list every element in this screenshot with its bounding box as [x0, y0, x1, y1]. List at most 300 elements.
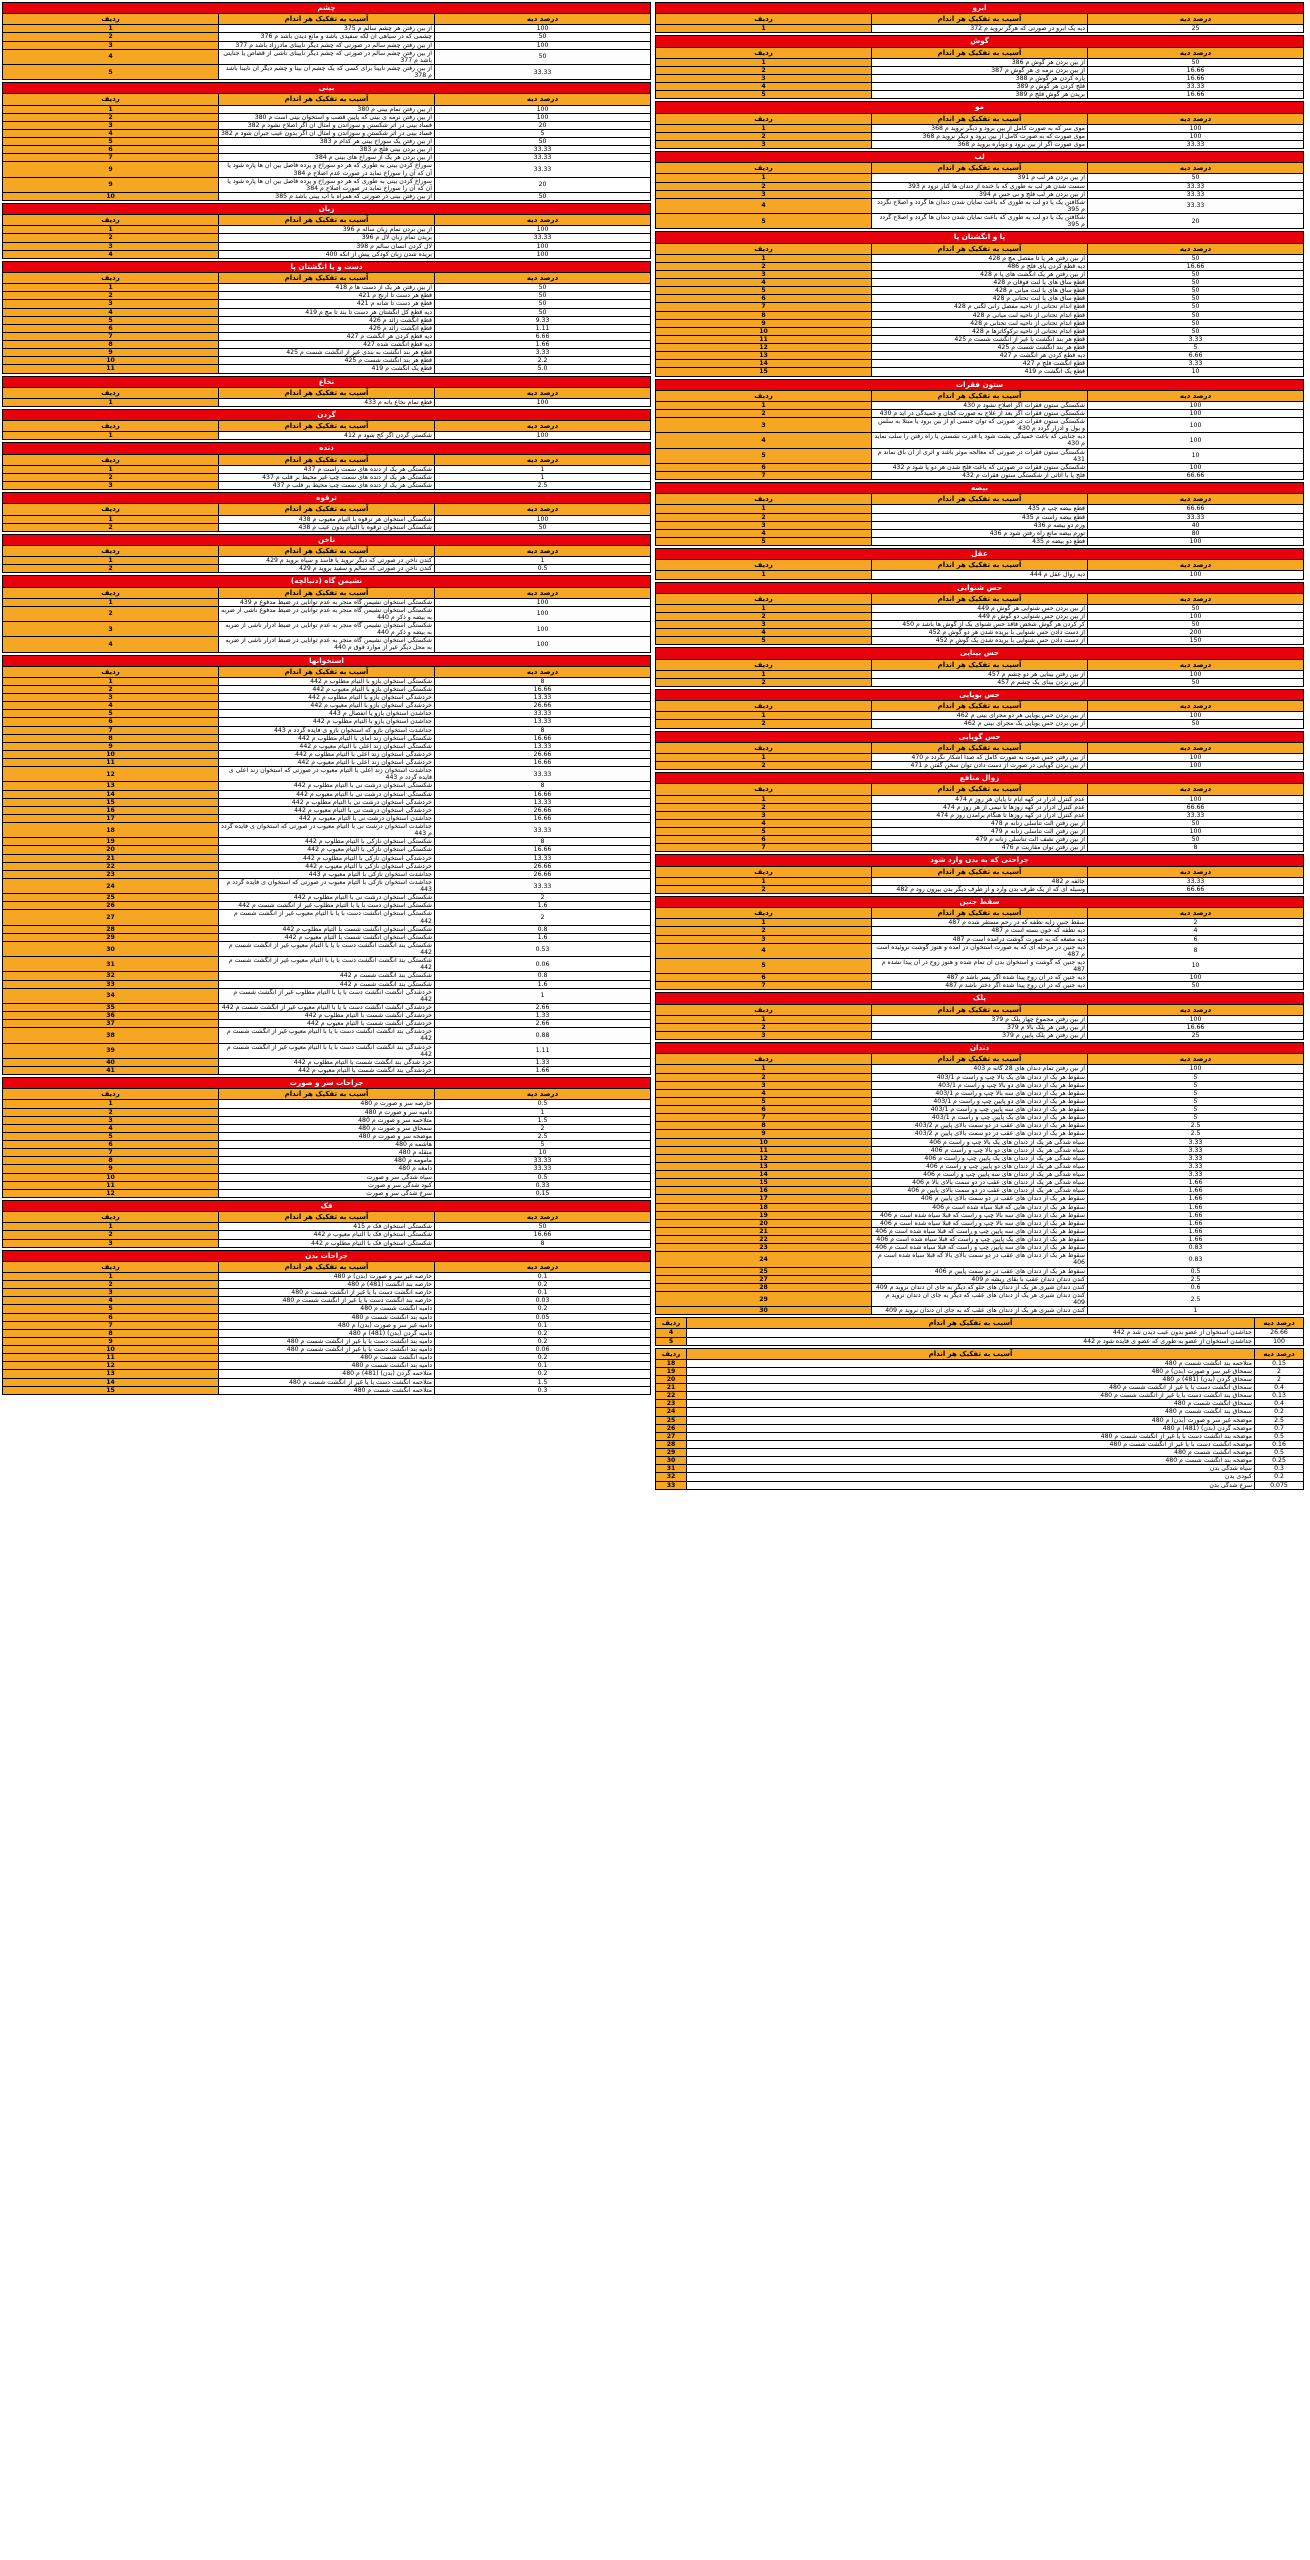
cell-description: از بین بردن حس بویایی یک مجرای بینی م 462 — [872, 720, 1088, 728]
header-title: آسیب به تفکیک هر اندام — [872, 494, 1088, 505]
cell-percent: 100 — [1088, 463, 1304, 471]
cell-row-number: 8 — [656, 311, 872, 319]
cell-description: شکستگی استخوان بازو با التیام معیوب م 442 — [219, 685, 435, 693]
header-percent: درصد دیه — [435, 273, 651, 284]
table-row — [3, 1003, 651, 1011]
cell-description: از بین رفتن هر چشم سالم م 375 — [219, 25, 435, 33]
cell-description: شکستگی بند انگشت انگشت دست با یا با التیام معیوب غیر از انگشت شست م 442 — [219, 941, 435, 956]
cell-description: خرد شدگی بند انگشت شست با التیام مطلوب م 442 — [219, 1058, 435, 1066]
cell-description: شکستگی استخوان نازکی با التیام معیوب م 442 — [219, 846, 435, 854]
cell-percent: 0.5 — [1255, 1449, 1304, 1457]
header-title: آسیب به تفکیک هر اندام — [687, 1318, 1255, 1329]
cell-row-number: 3 — [656, 621, 872, 629]
cell-row-number: 1 — [656, 919, 872, 927]
header-row-number: ردیف — [656, 701, 872, 712]
cell-percent: 100 — [1088, 712, 1304, 720]
cell-description: موضحه سر و صورت م 480 — [219, 1132, 435, 1140]
section-header-row — [3, 204, 651, 215]
table-row — [656, 1179, 1304, 1187]
cell-row-number: 1 — [3, 677, 219, 685]
cell-row-number: 11 — [3, 759, 219, 767]
section-table — [2, 534, 651, 574]
table-row — [3, 637, 651, 652]
cell-percent: 100 — [1088, 124, 1304, 132]
column-header-row — [3, 94, 651, 105]
cell-row-number: 12 — [3, 1362, 219, 1370]
header-row-number: ردیف — [3, 1261, 219, 1272]
cell-row-number: 1 — [3, 1272, 219, 1280]
cell-percent: 100 — [1088, 132, 1304, 140]
cell-percent: 100 — [1088, 401, 1304, 409]
table-row — [3, 1329, 651, 1337]
cell-percent: 100 — [1088, 795, 1304, 803]
cell-description: قطع هر بند انگشت شست م 425 — [219, 357, 435, 365]
table-row — [3, 1289, 651, 1297]
column-right — [2, 2, 651, 1492]
cell-row-number: 1 — [656, 670, 872, 678]
cell-description: از بین بردن حس بویایی هر دو مجرای بینی م 462 — [872, 712, 1088, 720]
table-row — [3, 1354, 651, 1362]
cell-description: شکستگی استخوان فک با التیام مطلوب م 442 — [219, 1239, 435, 1247]
table-row — [656, 409, 1304, 417]
table-row — [656, 974, 1304, 982]
cell-description: شکستگی استخوان فک م 415 — [219, 1223, 435, 1231]
cell-percent: 26.66 — [435, 750, 651, 758]
cell-description: دیه یک ابرو در صورتی که هرگز نروید م 372 — [872, 25, 1088, 33]
cell-row-number: 27 — [3, 910, 219, 925]
cell-row-number: 9 — [3, 1165, 219, 1173]
table-row — [3, 226, 651, 234]
cell-description: قطع انگشت زائد م 426 — [219, 324, 435, 332]
table-row — [3, 677, 651, 685]
cell-description: از بین بردن تمام زبان ساله م 396 — [219, 226, 435, 234]
cell-percent: 50 — [1088, 621, 1304, 629]
cell-percent: 50 — [435, 308, 651, 316]
table-row — [656, 1252, 1304, 1267]
cell-percent: 8 — [435, 838, 651, 846]
cell-row-number: 7 — [656, 471, 872, 479]
cell-percent: 50 — [1088, 311, 1304, 319]
cell-row-number: 2 — [656, 409, 872, 417]
cell-row-number: 5 — [656, 637, 872, 645]
cell-row-number: 8 — [3, 1329, 219, 1337]
cell-row-number: 10 — [3, 1173, 219, 1181]
table-row — [3, 1378, 651, 1386]
cell-percent: 50 — [1088, 295, 1304, 303]
cell-description: موی سر که به صورت کامل از بین برود و دیگر نروید م 368 — [872, 124, 1088, 132]
cell-description: از بین رفتن مجموع چهار پلک م 379 — [872, 1015, 1088, 1023]
column-header-row — [3, 546, 651, 557]
cell-description: شکستگی ستون فقرات اگر بعد از علاج به صورت کجان و خمیدگی در آید م 430 — [872, 409, 1088, 417]
header-percent: درصد دیه — [1088, 908, 1304, 919]
cell-percent: 100 — [1088, 762, 1304, 770]
cell-percent: 100 — [435, 432, 651, 440]
cell-row-number: 9 — [3, 177, 219, 192]
cell-percent: 0.33 — [435, 1181, 651, 1189]
cell-percent: 0.25 — [1255, 1457, 1304, 1465]
cell-row-number: 1 — [3, 25, 219, 33]
table-row — [3, 750, 651, 758]
table-row — [3, 41, 651, 49]
cell-row-number: 5 — [3, 138, 219, 146]
section-header-row — [3, 83, 651, 94]
cell-row-number: 9 — [656, 1130, 872, 1138]
cell-percent: 0.88 — [435, 1028, 651, 1043]
table-row — [656, 1081, 1304, 1089]
cell-percent: 100 — [435, 598, 651, 606]
cell-percent: 100 — [1088, 433, 1304, 448]
table-row — [3, 250, 651, 258]
header-row-number: ردیف — [656, 494, 872, 505]
section-header-row — [656, 648, 1304, 659]
cell-description: از بین رفتن تمام دندان های 28 گانه م 403 — [872, 1065, 1088, 1073]
section-header-row — [656, 36, 1304, 47]
cell-percent: 33.33 — [1088, 83, 1304, 91]
section-title: بینی — [3, 83, 651, 94]
cell-percent: 3.33 — [1088, 1154, 1304, 1162]
cell-description: سقوط هر یک از دندان های عقب در دو سمت بالای پایین م 403/2 — [872, 1122, 1088, 1130]
cell-description: شکستگی استخوان ترقوه با التیام بدون عیب م 438 — [219, 523, 435, 531]
cell-percent: 1.6 — [435, 933, 651, 941]
table-row — [3, 284, 651, 292]
header-row-number: ردیف — [3, 387, 219, 398]
section-title: عقل — [656, 549, 1304, 560]
table-row — [3, 972, 651, 980]
table-row — [3, 349, 651, 357]
cell-percent: 8 — [435, 726, 651, 734]
cell-description: از بین رفتن آلت تناسلی زنانه م 478 — [872, 819, 1088, 827]
cell-row-number: 1 — [3, 515, 219, 523]
column-header-row — [656, 113, 1304, 124]
cell-description: جداشدن استخوان بازو با التیام مطلوب م 442 — [219, 718, 435, 726]
cell-row-number: 8 — [3, 734, 219, 742]
cell-row-number: 9 — [3, 1337, 219, 1345]
cell-percent: 33.33 — [435, 64, 651, 79]
table-row — [656, 670, 1304, 678]
cell-percent: 10 — [1088, 958, 1304, 973]
cell-percent: 16.66 — [435, 685, 651, 693]
table-row — [3, 1116, 651, 1124]
cell-row-number: 15 — [656, 368, 872, 376]
cell-percent: 8 — [435, 1239, 651, 1247]
cell-percent: 5 — [1088, 344, 1304, 352]
table-row — [3, 324, 651, 332]
cell-percent: 1 — [435, 473, 651, 481]
cell-percent: 0.2 — [435, 1337, 651, 1345]
cell-description: قطع ساق های پا لنت فوقان م 428 — [872, 279, 1088, 287]
cell-percent: 16.66 — [1088, 1023, 1304, 1031]
cell-percent: 0.1 — [435, 1321, 651, 1329]
cell-percent: 100 — [435, 41, 651, 49]
cell-row-number: 2 — [656, 720, 872, 728]
cell-row-number: 40 — [3, 1058, 219, 1066]
cell-description: فساد بینی در اثر شکستن و سوزاندن و امثال آن اگر اصلاح نشود م 382 — [219, 121, 435, 129]
cell-percent: 16.66 — [435, 1231, 651, 1239]
cell-percent: 2.5 — [1088, 1291, 1304, 1306]
header-percent: درصد دیه — [435, 1261, 651, 1272]
cell-row-number: 3 — [3, 622, 219, 637]
table-row — [656, 678, 1304, 686]
section-header-row — [656, 152, 1304, 163]
cell-row-number: 2 — [656, 1073, 872, 1081]
cell-description: متلاحمه گردن (بدن) (481) م 480 — [219, 1370, 435, 1378]
table-row — [656, 1359, 1304, 1367]
cell-percent: 8 — [1088, 943, 1304, 958]
table-row — [656, 58, 1304, 66]
cell-description: عدم کنترل ادرار در کهه روزها تا هنگام برآمدن روز م 474 — [872, 811, 1088, 819]
cell-description: قطع بیضه چپ م 435 — [872, 505, 1088, 513]
cell-percent: 1 — [435, 557, 651, 565]
cell-percent: 0.2 — [435, 1354, 651, 1362]
table-row — [656, 311, 1304, 319]
cell-description: قطع انگشت زائد م 426 — [219, 316, 435, 324]
cell-percent: 1.66 — [435, 1066, 651, 1074]
section-header-row — [656, 993, 1304, 1004]
cell-percent: 100 — [435, 515, 651, 523]
cell-description: جداشدت استخوان نازکی با التیام معیوب در صورتی که استخوان ی فایده گردد م 443 — [219, 878, 435, 893]
cell-description: هاشمه م 480 — [219, 1141, 435, 1149]
cell-row-number: 2 — [3, 113, 219, 121]
cell-row-number: 37 — [3, 1020, 219, 1028]
cell-percent: 3.33 — [435, 349, 651, 357]
cell-description: از بین رفتن توان مقاربت م 476 — [872, 844, 1088, 852]
cell-description: سوراخ کردن بینی به طوری که هر دو سوراخ و پرده فاصل بین آن ها پاره شود یا آن که آن را سوراخ نماید در صورت اصلاح م 384 — [219, 177, 435, 192]
table-row — [656, 1211, 1304, 1219]
cell-percent: 26.66 — [435, 702, 651, 710]
cell-percent: 150 — [1088, 637, 1304, 645]
table-row — [3, 622, 651, 637]
table-row — [656, 132, 1304, 140]
table-row — [656, 571, 1304, 579]
cell-percent: 50 — [435, 292, 651, 300]
cell-description: از بین بردن هر لب فلج و بی حس م 394 — [872, 190, 1088, 198]
cell-row-number: 32 — [3, 972, 219, 980]
cell-percent: 33.33 — [1088, 182, 1304, 190]
cell-row-number: 2 — [3, 1281, 219, 1289]
cell-description: سقوط هر یک از دندان های عقب در دو سمت بالای پایین م 403/2 — [872, 1130, 1088, 1138]
cell-description: شکستگی استخوان نشیمن گاه منجر به عدم توانایی در ضبط مدفوع ناشی از ضربه به بیضه و ذکر م 440 — [219, 606, 435, 621]
table-row — [656, 190, 1304, 198]
cell-row-number: 1 — [3, 598, 219, 606]
section-title: حس گویایی — [656, 731, 1304, 742]
cell-description: جائفه م 482 — [872, 877, 1088, 885]
header-row-number: ردیف — [3, 421, 219, 432]
cell-row-number: 14 — [656, 1171, 872, 1179]
table-row — [656, 521, 1304, 529]
cell-row-number: 15 — [3, 798, 219, 806]
cell-row-number: 2 — [656, 927, 872, 935]
cell-row-number: 1 — [3, 284, 219, 292]
table-row — [656, 471, 1304, 479]
cell-percent: 33.33 — [1088, 513, 1304, 521]
section-table — [655, 548, 1304, 579]
cell-row-number: 3 — [656, 521, 872, 529]
section-header-row — [656, 3, 1304, 14]
cell-percent: 0.15 — [1255, 1359, 1304, 1367]
table-row — [656, 1408, 1304, 1416]
column-header-row — [3, 587, 651, 598]
header-title: آسیب به تفکیک هر اندام — [219, 454, 435, 465]
section-title: مو — [656, 102, 1304, 113]
cell-description: موی صورت که به صورت کامل از بین برود و دیگر نروید م 368 — [872, 132, 1088, 140]
cell-row-number: 1 — [656, 505, 872, 513]
cell-percent: 3.33 — [1088, 1146, 1304, 1154]
cell-row-number: 2 — [656, 132, 872, 140]
section-table — [2, 492, 651, 532]
section-table — [2, 442, 651, 490]
cell-description: از بین رفتن بینی در صورتی که همراه با آب بینی باشد م 385 — [219, 192, 435, 200]
table-row — [3, 598, 651, 606]
table-row — [3, 742, 651, 750]
cell-row-number: 2 — [3, 565, 219, 573]
table-row — [656, 1073, 1304, 1081]
cell-percent: 33.33 — [1088, 877, 1304, 885]
table-row — [3, 523, 651, 531]
cell-row-number: 4 — [3, 129, 219, 137]
header-row-number: ردیف — [3, 546, 219, 557]
cell-percent: 50 — [1088, 279, 1304, 287]
table-row — [3, 398, 651, 406]
column-header-row — [656, 163, 1304, 174]
table-row — [656, 1097, 1304, 1105]
table-row — [3, 154, 651, 162]
cell-description: قطع یک انگشت م 419 — [219, 365, 435, 373]
header-row-number: ردیف — [656, 243, 872, 254]
cell-row-number: 8 — [3, 1157, 219, 1165]
cell-description: لال کردن انسان سالم م 398 — [219, 242, 435, 250]
table-row — [656, 1195, 1304, 1203]
cell-row-number: 3 — [3, 1289, 219, 1297]
cell-percent: 100 — [1088, 612, 1304, 620]
cell-percent: 5 — [1088, 1089, 1304, 1097]
cell-row-number: 6 — [656, 463, 872, 471]
table-row — [656, 1267, 1304, 1275]
cell-percent: 1.66 — [1088, 1203, 1304, 1211]
table-row — [656, 1275, 1304, 1283]
table-row — [656, 214, 1304, 229]
section-table — [655, 1042, 1304, 1315]
table-row — [3, 1370, 651, 1378]
cell-percent: 50 — [1088, 58, 1304, 66]
cell-row-number: 2 — [656, 612, 872, 620]
table-row — [656, 319, 1304, 327]
cell-row-number: 22 — [656, 1236, 872, 1244]
table-row — [656, 1291, 1304, 1306]
cell-percent: 50 — [435, 49, 651, 64]
cell-row-number: 4 — [656, 629, 872, 637]
cell-description: سرخ شدگی بدن — [687, 1481, 1255, 1489]
header-percent: درصد دیه — [435, 1089, 651, 1100]
cell-row-number: 9 — [3, 162, 219, 177]
table-row — [3, 365, 651, 373]
cell-percent: 1.6 — [435, 980, 651, 988]
cell-description: دامیه گردن (بدن) (481) م 480 — [219, 1329, 435, 1337]
section-title: حس شنوایی — [656, 582, 1304, 593]
table-row — [656, 1375, 1304, 1383]
cell-row-number: 16 — [656, 1187, 872, 1195]
cell-row-number: 28 — [3, 925, 219, 933]
table-row — [3, 1337, 651, 1345]
cell-description: فلج کردن هر گوش م 389 — [872, 83, 1088, 91]
cell-percent: 20 — [1088, 214, 1304, 229]
table-row — [656, 1416, 1304, 1424]
cell-description: بریدن تمام زبان لال م 396 — [219, 234, 435, 242]
cell-percent: 50 — [1088, 327, 1304, 335]
cell-percent: 33.33 — [435, 1157, 651, 1165]
cell-description: حارصه انگشت دست با یا غیر از انگشت شست م 480 — [219, 1289, 435, 1297]
cell-row-number: 2 — [3, 606, 219, 621]
cell-row-number: 8 — [656, 1122, 872, 1130]
cell-percent: 100 — [1088, 753, 1304, 761]
header-percent: درصد دیه — [1088, 113, 1304, 124]
cell-description: قطع ساق های پا لنت میانی م 428 — [872, 287, 1088, 295]
cell-row-number: 11 — [656, 335, 872, 343]
cell-description: سقط جنین زایه نطفه که در رحم مستقر شده م 487 — [872, 919, 1088, 927]
cell-description: دیه جنایتی که باعث خمیدگی پشت شود یا قدرت نشستن یا راه رفتن را سلب نماید م 430 — [872, 433, 1088, 448]
table-row — [3, 694, 651, 702]
header-percent: درصد دیه — [435, 215, 651, 226]
cell-percent: 50 — [1088, 287, 1304, 295]
cell-description: جداشدن استخوان بازو یا انفصال م 443 — [219, 710, 435, 718]
table-row — [3, 910, 651, 925]
table-row — [3, 557, 651, 565]
cell-description: قطع اندام تحتانی از ناحیه لنت میانی م 428 — [872, 311, 1088, 319]
cell-percent: 5 — [1088, 1114, 1304, 1122]
header-title: آسیب به تفکیک هر اندام — [219, 666, 435, 677]
header-row-number: ردیف — [3, 504, 219, 515]
section-header-row — [3, 376, 651, 387]
cell-row-number: 4 — [3, 308, 219, 316]
cell-row-number: 2 — [656, 762, 872, 770]
table-row — [656, 368, 1304, 376]
cell-row-number: 20 — [656, 1219, 872, 1227]
cell-percent: 2.5 — [1255, 1416, 1304, 1424]
header-title: آسیب به تفکیک هر اندام — [872, 243, 1088, 254]
cell-percent: 100 — [1088, 418, 1304, 433]
cell-description: سرخ شدگی سر و صورت — [219, 1189, 435, 1197]
cell-row-number: 2 — [656, 513, 872, 521]
cell-row-number: 7 — [3, 1321, 219, 1329]
cell-description: سیاه شدگی هر یک از دندان های دو پایین چپ و راست م 406 — [872, 1162, 1088, 1170]
cell-percent: 0.05 — [435, 1313, 651, 1321]
cell-row-number: 10 — [3, 357, 219, 365]
header-percent: درصد دیه — [1088, 47, 1304, 58]
cell-description: سقوط هر یک از دندان های سه پایین چپ و راست که قبلا سیاه شده است م 406 — [872, 1244, 1088, 1252]
cell-percent: 1.66 — [1088, 1187, 1304, 1195]
cell-percent: 20 — [435, 177, 651, 192]
table-row — [656, 1424, 1304, 1432]
cell-percent: 33.33 — [1088, 140, 1304, 148]
cell-row-number: 1 — [656, 174, 872, 182]
cell-row-number: 23 — [656, 1244, 872, 1252]
section-table — [2, 1250, 651, 1395]
section-table — [655, 231, 1304, 376]
section-title: ابرو — [656, 3, 1304, 14]
cell-description: شکستگی بند انگشت انگشت دست با یا با التیام معیوب غیر از انگشت شست م 442 — [219, 957, 435, 972]
cell-percent: 66.66 — [1088, 803, 1304, 811]
table-row — [3, 710, 651, 718]
cell-description: خردشدگی استخوان نازکی با التیام معیوب م 442 — [219, 862, 435, 870]
cell-percent: 50 — [435, 300, 651, 308]
section-header-row — [3, 261, 651, 272]
cell-row-number: 3 — [3, 242, 219, 250]
cell-row-number: 8 — [3, 341, 219, 349]
cell-row-number: 6 — [3, 324, 219, 332]
cell-description: فلج پا با اثاثی از شکستگی ستون فقرات م 432 — [872, 471, 1088, 479]
table-row — [656, 762, 1304, 770]
cell-description: سمحاق بند انگشت دست با یا غیر از انگشت شست م 480 — [687, 1392, 1255, 1400]
cell-description: دیه جنین که گوشت و استخوان بدن آن تمام شده و هنوز روح در آن پیدا نشده م 487 — [872, 958, 1088, 973]
